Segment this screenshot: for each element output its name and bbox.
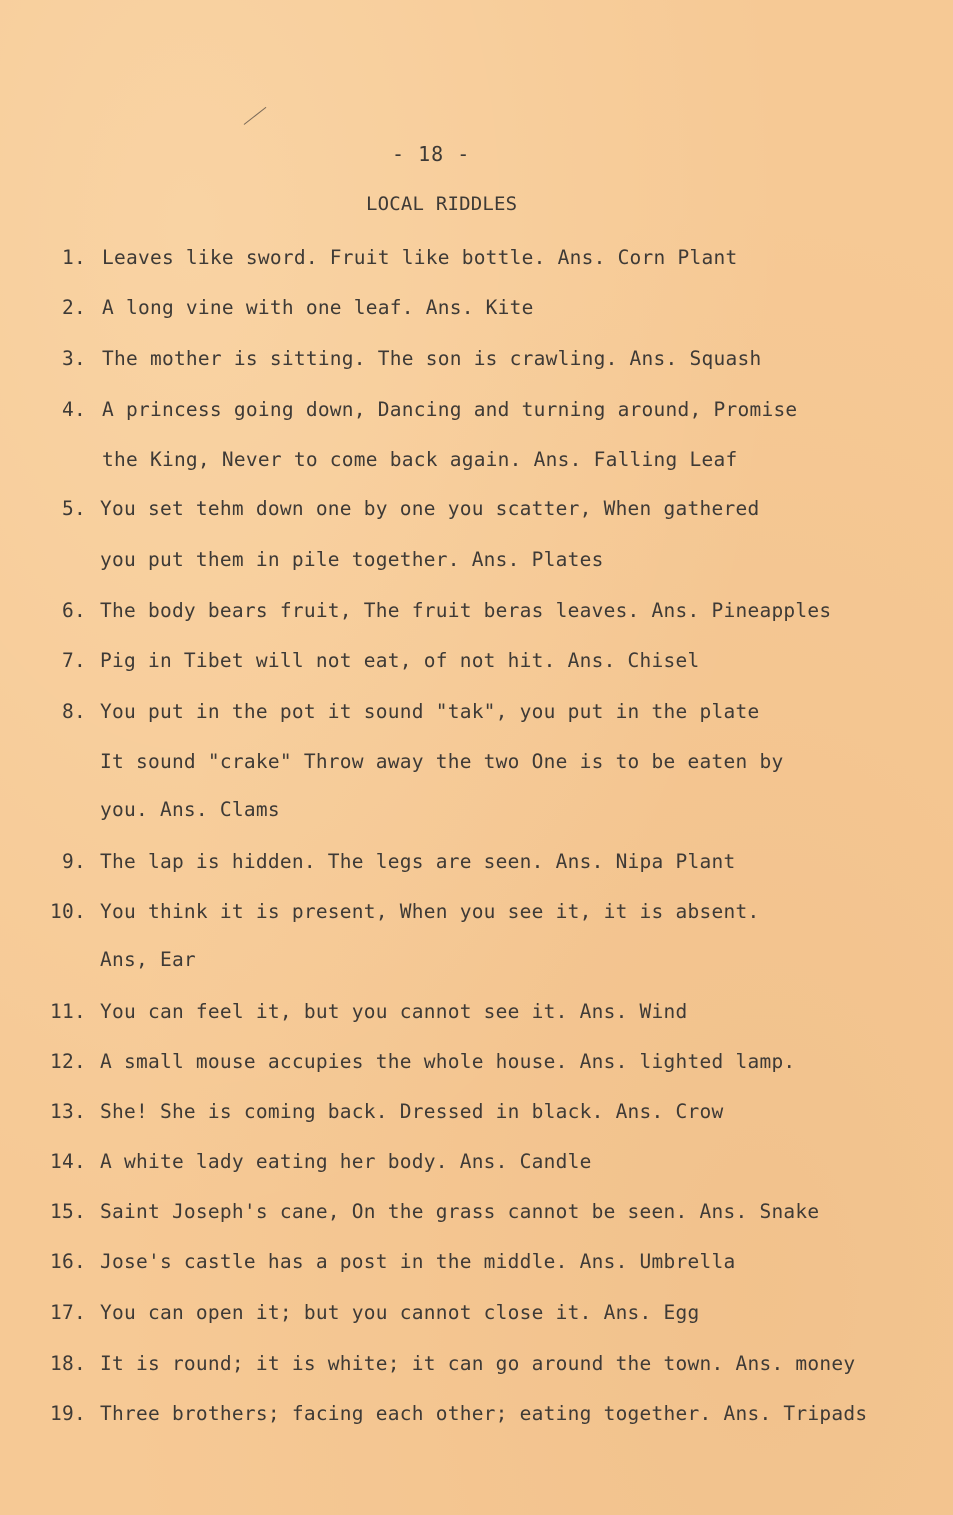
riddle-text: Ans, Ear — [100, 948, 196, 971]
riddle-number: 9. — [62, 850, 86, 873]
page-title: LOCAL RIDDLES — [366, 193, 518, 215]
riddle-text: It is round; it is white; it can go around the town. Ans. money — [100, 1352, 856, 1375]
riddle-number: 7. — [62, 649, 86, 672]
riddle-text: you put them in pile together. Ans. Plates — [100, 548, 604, 571]
riddle-text: The mother is sitting. The son is crawling. Ans. Squash — [102, 347, 762, 370]
riddle-text: The body bears fruit, The fruit beras leaves. Ans. Pineapples — [100, 599, 832, 622]
riddle-number: 3. — [62, 347, 86, 370]
riddle-number: 11. — [50, 1000, 86, 1023]
riddle-text: Pig in Tibet will not eat, of not hit. Ans. Chisel — [100, 649, 700, 672]
riddle-text: You put in the pot it sound "tak", you put in the plate — [100, 700, 760, 723]
riddle-number: 1. — [62, 246, 86, 269]
riddle-number: 16. — [50, 1250, 86, 1273]
riddle-text: You can feel it, but you cannot see it. Ans. Wind — [100, 1000, 688, 1023]
riddle-number: 8. — [62, 700, 86, 723]
riddle-text: You can open it; but you cannot close it. Ans. Egg — [100, 1301, 700, 1324]
riddle-number: 19. — [50, 1402, 86, 1425]
riddle-number: 14. — [50, 1150, 86, 1173]
riddle-number: 15. — [50, 1200, 86, 1223]
riddle-number: 18. — [50, 1352, 86, 1375]
riddle-number: 12. — [50, 1050, 86, 1073]
riddle-text: the King, Never to come back again. Ans. Falling Leaf — [102, 448, 738, 471]
riddle-number: 10. — [50, 900, 86, 923]
riddle-text: A princess going down, Dancing and turning around, Promise — [102, 398, 798, 421]
riddle-number: 2. — [62, 296, 86, 319]
riddle-text: Saint Joseph's cane, On the grass cannot be seen. Ans. Snake — [100, 1200, 820, 1223]
riddle-number: 6. — [62, 599, 86, 622]
riddle-number: 17. — [50, 1301, 86, 1324]
page-number: - 18 - — [392, 142, 471, 166]
riddle-text: A long vine with one leaf. Ans. Kite — [102, 296, 534, 319]
riddle-text: It sound "crake" Throw away the two One is to be eaten by — [100, 750, 784, 773]
riddle-text: She! She is coming back. Dressed in black. Ans. Crow — [100, 1100, 724, 1123]
riddle-text: The lap is hidden. The legs are seen. Ans. Nipa Plant — [100, 850, 736, 873]
riddle-text: you. Ans. Clams — [100, 798, 280, 821]
riddle-number: 13. — [50, 1100, 86, 1123]
pencil-mark — [244, 107, 267, 125]
riddle-text: You set tehm down one by one you scatter, When gathered — [100, 497, 760, 520]
riddle-text: Leaves like sword. Fruit like bottle. Ans. Corn Plant — [102, 246, 738, 269]
riddle-number: 4. — [62, 398, 86, 421]
riddle-number: 5. — [62, 497, 86, 520]
riddle-text: A small mouse accupies the whole house. Ans. lighted lamp. — [100, 1050, 796, 1073]
riddle-text: Three brothers; facing each other; eating together. Ans. Tripads — [100, 1402, 868, 1425]
riddle-text: Jose's castle has a post in the middle. Ans. Umbrella — [100, 1250, 736, 1273]
riddle-text: You think it is present, When you see it, it is absent. — [100, 900, 760, 923]
riddle-text: A white lady eating her body. Ans. Candle — [100, 1150, 592, 1173]
